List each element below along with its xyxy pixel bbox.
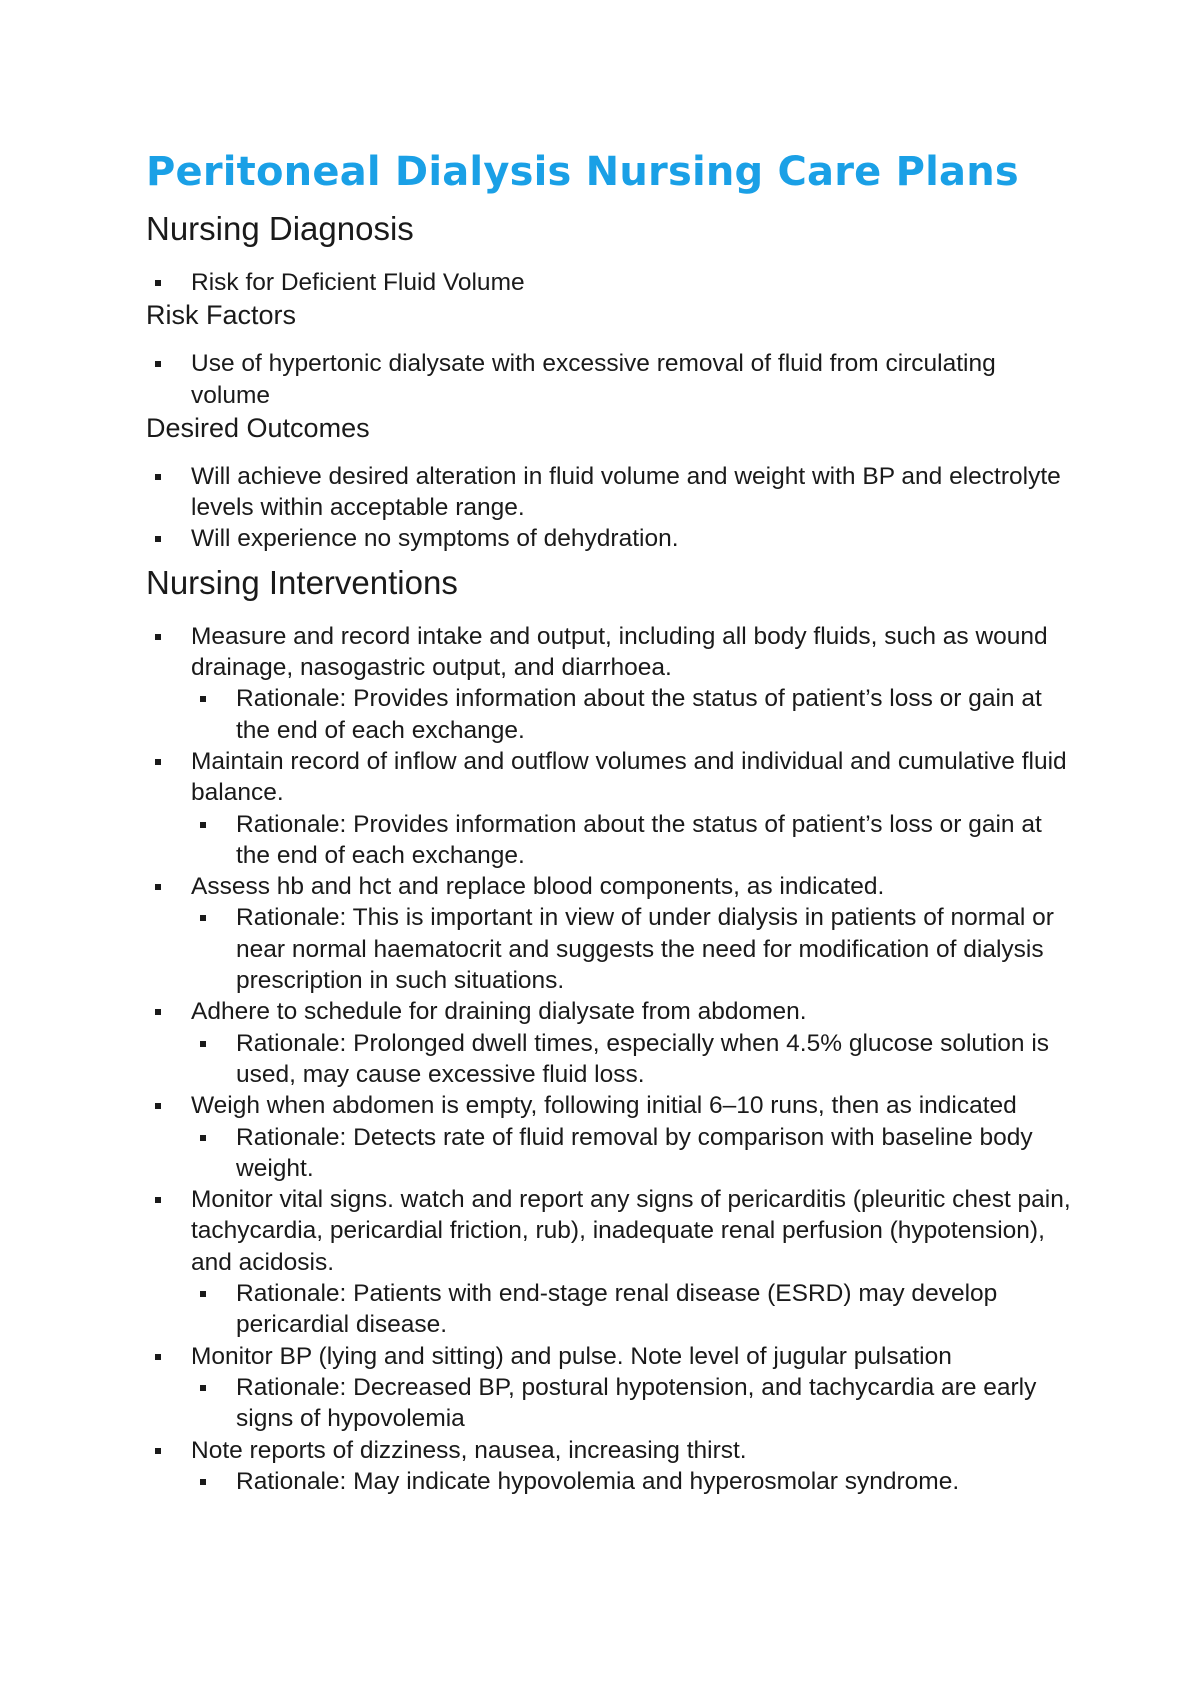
rationale-list [191,809,1076,872]
desired-outcomes-list [146,461,1076,555]
bullet-icon [200,1479,206,1485]
rationale-list [191,1466,1076,1497]
bullet-icon [155,536,161,542]
rationale-item: Rationale: Patients with end-stage renal disease (ESRD) may develop pericardial disease. [191,1278,1076,1341]
intervention-item: Note reports of dizziness, nausea, increasing thirst. Rationale: May indicate hypovolemia and hyperosmolar syndrome. [146,1435,1076,1498]
nursing-diagnosis-list [146,267,1076,298]
document-content [146,143,1076,1497]
bullet-icon [155,884,161,890]
bullet-icon [155,474,161,480]
rationale-item: Rationale: May indicate hypovolemia and hyperosmolar syndrome. [191,1466,1076,1497]
list-item: Risk for Deficient Fluid Volume [146,267,1076,298]
bullet-icon [155,1103,161,1109]
rationale-list [191,1278,1076,1341]
bullet-icon [200,915,206,921]
rationale-item: Rationale: Decreased BP, postural hypotension, and tachycardia are early signs of hypovolemia [191,1372,1076,1435]
rationale-list [191,683,1076,746]
intervention-item: Monitor vital signs. watch and report any signs of pericarditis (pleuritic chest pain, tachycardia, pericardial friction, rub), inadequate renal perfusion (hypotension), and acidosis. Rationale: Patients with end-stage renal disease (ESRD) may develop pericardial disease. [146,1184,1076,1340]
nursing-interventions-heading: Nursing Interventions [146,563,458,601]
intervention-item: Assess hb and hct and replace blood components, as indicated. Rationale: This is important in view of under dialysis in patients of normal or near normal haematocrit and suggests the need for modification of dialysis prescription in such situations. [146,871,1076,996]
list-item: Use of hypertonic dialysate with excessive removal of fluid from circulating volume [146,348,1076,411]
rationale-list [191,1372,1076,1435]
bullet-icon [155,1354,161,1360]
intervention-item: Measure and record intake and output, including all body fluids, such as wound drainage, nasogastric output, and diarrhoea. Rationale: Provides information about the status of patient’s loss or gain at the end of each exchange. [146,621,1076,746]
nursing-interventions-list [146,621,1076,1497]
rationale-list [191,1028,1076,1091]
intervention-item: Monitor BP (lying and sitting) and pulse. Note level of jugular pulsation Rationale: Decreased BP, postural hypotension, and tachycardia are early signs of hypovolemia [146,1341,1076,1435]
rationale-list [191,1122,1076,1185]
desired-outcomes-heading: Desired Outcomes [146,412,370,443]
bullet-icon [155,1009,161,1015]
rationale-list [191,902,1076,996]
bullet-icon [155,634,161,640]
risk-factors-list [146,348,1076,411]
page-title: Peritoneal Dialysis Nursing Care Plans [146,149,1019,195]
bullet-icon [200,1385,206,1391]
nursing-diagnosis-heading: Nursing Diagnosis [146,210,414,247]
rationale-item: Rationale: Detects rate of fluid removal by comparison with baseline body weight. [191,1122,1076,1185]
bullet-icon [200,696,206,702]
bullet-icon [155,759,161,765]
list-item: Will experience no symptoms of dehydration. [146,523,1076,554]
bullet-icon [155,1197,161,1203]
rationale-item: Rationale: Prolonged dwell times, especially when 4.5% glucose solution is used, may cause excessive fluid loss. [191,1028,1076,1091]
rationale-item: Rationale: Provides information about the status of patient’s loss or gain at the end of each exchange. [191,809,1076,872]
intervention-item: Weigh when abdomen is empty, following initial 6–10 runs, then as indicated Rationale: Detects rate of fluid removal by comparison with baseline body weight. [146,1090,1076,1184]
bullet-icon [200,822,206,828]
bullet-icon [155,1448,161,1454]
bullet-icon [200,1041,206,1047]
intervention-item: Maintain record of inflow and outflow volumes and individual and cumulative fluid balance. Rationale: Provides information about the status of patient’s loss or gain at the end of each exchange. [146,746,1076,871]
rationale-item: Rationale: This is important in view of under dialysis in patients of normal or near normal haematocrit and suggests the need for modification of dialysis prescription in such situations. [191,902,1076,996]
bullet-icon [200,1135,206,1141]
bullet-icon [155,280,161,286]
bullet-icon [155,361,161,367]
list-item: Will achieve desired alteration in fluid volume and weight with BP and electrolyte levels within acceptable range. [146,461,1076,524]
bullet-icon [200,1291,206,1297]
intervention-item: Adhere to schedule for draining dialysate from abdomen. Rationale: Prolonged dwell times, especially when 4.5% glucose solution is used, may cause excessive fluid loss. [146,996,1076,1090]
risk-factors-heading: Risk Factors [146,300,297,331]
rationale-item: Rationale: Provides information about the status of patient’s loss or gain at the end of each exchange. [191,683,1076,746]
